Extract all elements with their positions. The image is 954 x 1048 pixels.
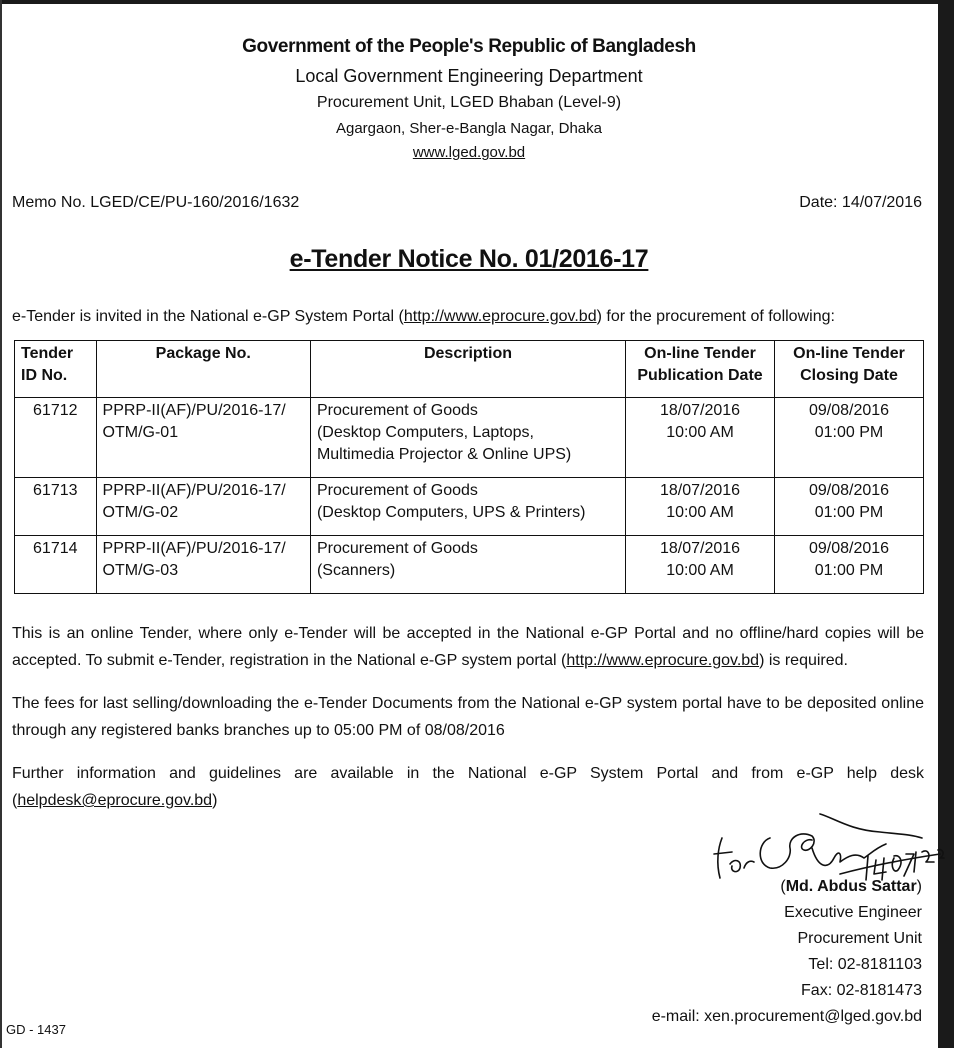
header-closing-line2: Closing Date <box>800 367 898 384</box>
website-link[interactable]: www.lged.gov.bd <box>412 144 526 161</box>
header-publication-line1: On-line Tender <box>644 345 756 362</box>
closing-date <box>774 536 923 594</box>
closing-date-value: 09/08/2016 <box>808 540 890 557</box>
header-publication-line2: Publication Date <box>637 367 763 384</box>
package-line: OTM/G-01 <box>102 424 179 441</box>
publication-time-value: 10:00 AM <box>666 424 734 441</box>
header-closing-date <box>774 341 923 398</box>
package-line: PPRP-II(AF)/PU/2016-17/ <box>102 402 286 419</box>
helpdesk-paragraph <box>12 760 924 814</box>
signatory-email[interactable]: e-mail: xen.procurement@lged.gov.bd <box>651 1008 922 1025</box>
online-tender-text-end: ) is required. <box>759 652 848 669</box>
header-tender-id-line1: Tender <box>21 345 74 362</box>
signatory-name-open: ( <box>780 878 786 895</box>
scan-edge-right <box>938 0 954 1048</box>
closing-date-value: 09/08/2016 <box>808 402 890 419</box>
publication-date <box>626 478 775 536</box>
signatory-fax: Fax: 02-8181473 <box>801 982 922 999</box>
helpdesk-email-link[interactable]: helpdesk@eprocure.gov.bd <box>17 792 213 809</box>
description-line: (Desktop Computers, UPS & Printers) <box>316 504 586 521</box>
closing-date-value: 09/08/2016 <box>808 482 890 499</box>
header-package-no: Package No. <box>96 341 310 398</box>
table-row <box>15 536 924 594</box>
helpdesk-text: Further information and guidelines are available in the National e-GP System Portal and from e-GP help desk ( <box>12 765 924 809</box>
memo-number: Memo No. LGED/CE/PU-160/2016/1632 <box>12 194 300 211</box>
closing-time-value: 01:00 PM <box>814 424 884 441</box>
intro-text-after: ) for the procurement of following: <box>596 308 835 325</box>
description-line: Procurement of Goods <box>316 540 478 557</box>
table-row <box>15 398 924 478</box>
publication-date-value: 18/07/2016 <box>659 540 741 557</box>
signatory-name-close: ) <box>916 878 922 895</box>
closing-date <box>774 478 923 536</box>
unit-name: Procurement Unit, LGED Bhaban (Level-9) <box>316 94 622 111</box>
memo-date: Date: 14/07/2016 <box>799 194 922 211</box>
package-line: OTM/G-03 <box>102 562 179 579</box>
closing-time-value: 01:00 PM <box>814 562 884 579</box>
description <box>310 398 625 478</box>
online-tender-paragraph <box>12 620 924 674</box>
signatory-title: Executive Engineer <box>784 904 922 921</box>
package-no <box>96 478 310 536</box>
header-publication-date <box>626 341 775 398</box>
header-description: Description <box>310 341 625 398</box>
publication-date-value: 18/07/2016 <box>659 482 741 499</box>
tender-id: 61712 <box>15 398 97 478</box>
closing-time-value: 01:00 PM <box>814 504 884 521</box>
package-line: PPRP-II(AF)/PU/2016-17/ <box>102 482 286 499</box>
publication-time-value: 10:00 AM <box>666 504 734 521</box>
helpdesk-text-end: ) <box>212 792 218 809</box>
document-code: GD - 1437 <box>6 1022 66 1037</box>
tender-table <box>14 340 924 594</box>
tender-id: 61714 <box>15 536 97 594</box>
package-no <box>96 398 310 478</box>
description-line: Procurement of Goods <box>316 402 478 419</box>
signatory-tel: Tel: 02-8181103 <box>808 956 922 973</box>
office-address: Agargaon, Sher-e-Bangla Nagar, Dhaka <box>335 120 602 137</box>
description-line: Multimedia Projector & Online UPS) <box>316 446 572 463</box>
header-closing-line1: On-line Tender <box>793 345 905 362</box>
publication-time-value: 10:00 AM <box>666 562 734 579</box>
tender-id: 61713 <box>15 478 97 536</box>
package-line: OTM/G-02 <box>102 504 179 521</box>
online-tender-text: This is an online Tender, where only e-Tender will be accepted in the National e-GP Portal and no offline/hard copies will be accepted. To submit e-Tender, registration in the National e-GP system portal ( <box>12 625 924 669</box>
notice-title: e-Tender Notice No. 01/2016-17 <box>289 245 649 273</box>
government-title: Government of the People's Republic of Bangladesh <box>242 36 696 57</box>
intro-text-before: e-Tender is invited in the National e-GP System Portal ( <box>12 308 404 325</box>
publication-date-value: 18/07/2016 <box>659 402 741 419</box>
signatory-name-text: Md. Abdus Sattar <box>785 878 917 895</box>
description <box>310 478 625 536</box>
eprocure-link[interactable]: http://www.eprocure.gov.bd <box>566 652 760 669</box>
package-line: PPRP-II(AF)/PU/2016-17/ <box>102 540 286 557</box>
description-line: Procurement of Goods <box>316 482 478 499</box>
signatory-name <box>780 878 922 896</box>
header-tender-id <box>15 341 97 398</box>
package-no <box>96 536 310 594</box>
description <box>310 536 625 594</box>
description-line: (Scanners) <box>316 562 396 579</box>
table-header-row <box>15 341 924 398</box>
publication-date <box>626 536 775 594</box>
publication-date <box>626 398 775 478</box>
eprocure-link[interactable]: http://www.eprocure.gov.bd <box>403 308 597 325</box>
table-row <box>15 478 924 536</box>
handwritten-signature <box>700 808 950 888</box>
intro-text <box>12 308 835 326</box>
description-line: (Desktop Computers, Laptops, <box>316 424 534 441</box>
closing-date <box>774 398 923 478</box>
signatory-unit: Procurement Unit <box>797 930 922 947</box>
department-name: Local Government Engineering Department <box>295 66 643 86</box>
header-tender-id-line2: ID No. <box>21 367 68 384</box>
fees-paragraph: The fees for last selling/downloading the e-Tender Documents from the National e-GP system portal have to be deposited online through any registered banks branches up to 05:00 PM of 08/08/2016 <box>12 695 924 739</box>
